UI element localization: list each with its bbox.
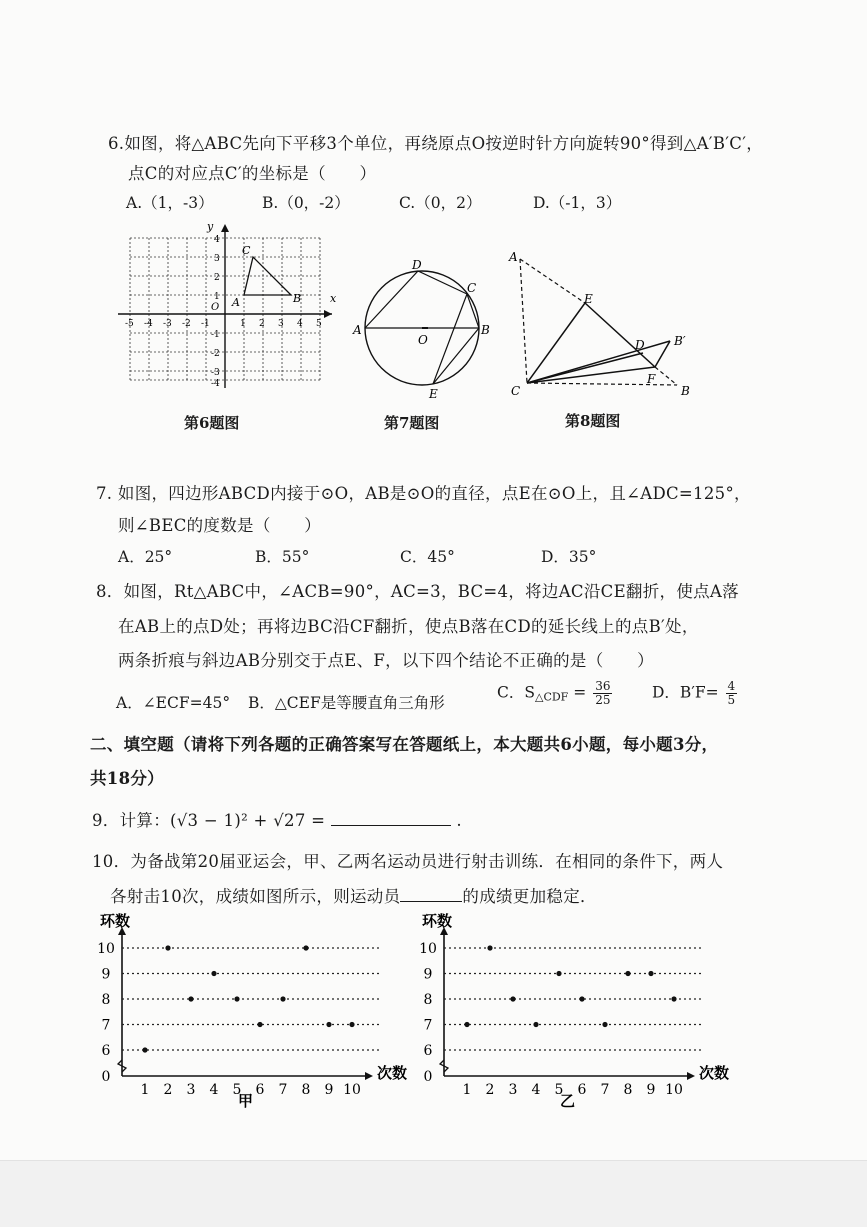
svg-text:3: 3 [278, 319, 284, 329]
y-tick-label: 10 [419, 941, 437, 957]
x-axis-title: 次数 [699, 1064, 730, 1082]
x-tick-label: 2 [163, 1082, 173, 1098]
x-tick-label: 8 [623, 1082, 633, 1098]
svg-text:-4: -4 [144, 319, 153, 329]
q10-answer-blank [400, 887, 462, 902]
x-tick-label: 9 [646, 1082, 656, 1098]
q7-label-b: B [481, 323, 490, 337]
q7-option-b: B．55° [255, 548, 310, 566]
svg-text:-2: -2 [182, 319, 191, 329]
svg-text:-3: -3 [211, 368, 220, 378]
origin-label: O [211, 302, 220, 313]
data-point [165, 945, 170, 950]
q7-label-e: E [429, 387, 438, 401]
x-tick-label: 6 [577, 1082, 587, 1098]
x-tick-label: 5 [232, 1082, 242, 1098]
q7-label-o: O [418, 333, 428, 347]
q8-label-b-prime: B′ [674, 334, 686, 348]
data-point [533, 1022, 538, 1027]
x-tick-label: 4 [209, 1082, 219, 1098]
x-tick-label: 10 [343, 1082, 361, 1098]
x-tick-label: 6 [255, 1082, 265, 1098]
chart-jia [90, 910, 420, 1115]
x-tick-label: 7 [278, 1082, 288, 1098]
x-tick-label: 1 [462, 1082, 472, 1098]
data-point [625, 971, 630, 976]
data-point [211, 971, 216, 976]
y-axis-title: 环数 [100, 912, 131, 930]
q6-line1: 6.如图，将△ABC先向下平移3个单位，再绕原点O按逆时针方向旋转90°得到△A′B′C′， [108, 134, 764, 153]
svg-text:-2: -2 [211, 349, 220, 359]
svg-text:-1: -1 [201, 319, 210, 329]
data-point [579, 996, 584, 1001]
q8-option-a: A．∠ECF=45° [116, 694, 231, 712]
x-tick-label: 5 [554, 1082, 564, 1098]
x-tick-label: 4 [531, 1082, 541, 1098]
q7-option-a: A．25° [118, 548, 173, 566]
q8-option-b: B．△CEF是等腰直角三角形 [248, 694, 445, 712]
y-tick-label: 7 [423, 1017, 433, 1034]
chart-title: 乙 [560, 1092, 576, 1110]
y-tick-label: 7 [101, 1017, 111, 1034]
svg-text:-3: -3 [163, 319, 172, 329]
y-tick-label: 0 [423, 1069, 433, 1085]
x-tick-label: 9 [324, 1082, 334, 1098]
y-tick-label: 6 [423, 1043, 433, 1059]
data-point [464, 1022, 469, 1027]
svg-text:1: 1 [240, 319, 246, 329]
y-axis-label: y [207, 220, 214, 233]
data-point [671, 996, 676, 1001]
q8-label-c: C [511, 384, 521, 398]
y-axis-title: 环数 [422, 912, 453, 930]
q7-option-c: C．45° [400, 548, 455, 566]
x-tick-labels [125, 319, 322, 329]
data-point [303, 945, 308, 950]
y-tick-label: 6 [101, 1043, 111, 1059]
data-point [648, 971, 653, 976]
q10-line2: 各射击10次，成绩如图所示，则运动员 的成绩更加稳定． [110, 887, 597, 906]
data-point [487, 945, 492, 950]
chart-title: 甲 [238, 1092, 254, 1110]
q8-option-d: D．B′F= $\frac{4}{5}$ [652, 679, 736, 707]
data-point [234, 996, 239, 1001]
q8-caption: 第8题图 [565, 412, 621, 430]
x-tick-label: 7 [600, 1082, 610, 1098]
x-axis-title: 次数 [377, 1064, 408, 1082]
data-point [602, 1022, 607, 1027]
q10-line1: 10．为备战第20届亚运会，甲、乙两名运动员进行射击训练．在相同的条件下，两人 [92, 852, 724, 871]
q7-label-d: D [412, 258, 422, 272]
q6-caption: 第6题图 [184, 414, 240, 432]
x-axis-arrow [365, 1072, 373, 1080]
q8-option-c: C．S△CDF = $\frac{36}{25}$ [497, 679, 611, 707]
y-tick-label: 8 [423, 992, 433, 1008]
data-point [349, 1022, 354, 1027]
svg-text:4: 4 [214, 235, 220, 245]
q6-grid-figure [110, 218, 340, 393]
y-tick-label: 8 [101, 992, 111, 1008]
y-tick-label: 10 [97, 941, 115, 957]
data-point [510, 996, 515, 1001]
svg-text:3: 3 [214, 254, 220, 264]
x-axis-label: x [330, 292, 337, 305]
point-c-label: C [242, 244, 251, 257]
data-point [188, 996, 193, 1001]
x-tick-label: 10 [665, 1082, 683, 1098]
q7-option-d: D．35° [541, 548, 597, 566]
svg-text:-5: -5 [125, 319, 134, 329]
q8-line2: 在AB上的点D处；再将边BC沿CF翻折，使点B落在CD的延长线上的点B′处， [118, 617, 699, 636]
y-tick-label: 9 [423, 966, 433, 983]
data-point [280, 996, 285, 1001]
q7-line2: 则∠BEC的度数是（ ） [118, 516, 322, 535]
q6-option-c: C.（0，2） [399, 194, 482, 212]
q8-triangle-figure [505, 245, 705, 400]
q8-line1: 8．如图，Rt△ABC中，∠ACB=90°，AC=3，BC=4，将边AC沿CE翻折，使点A落 [96, 582, 739, 601]
q6-option-a: A.（1，-3） [126, 194, 214, 212]
q7-label-a: A [353, 323, 362, 337]
q6-option-b: B.（0，-2） [262, 194, 350, 212]
x-tick-label: 2 [485, 1082, 495, 1098]
q9-prefix: 9．计算：(√3 − 1)² + √27 = [92, 811, 326, 830]
q8-label-d: D [635, 338, 645, 352]
data-point [326, 1022, 331, 1027]
y-tick-label: 0 [101, 1069, 111, 1085]
q8-label-b: B [681, 384, 690, 398]
svg-text:4: 4 [297, 319, 303, 329]
q7-label-c: C [467, 281, 477, 295]
point-b-label: B [293, 292, 302, 305]
section2-line1: 二、填空题（请将下列各题的正确答案写在答题纸上，本大题共6小题，每小题3分， [90, 735, 719, 754]
svg-text:2: 2 [214, 273, 220, 283]
svg-text:-4: -4 [211, 379, 220, 389]
q8-label-a: A [509, 250, 518, 264]
data-point [257, 1022, 262, 1027]
q7-line1: 7. 如图，四边形ABCD内接于⊙O，AB是⊙O的直径，点E在⊙O上，且∠ADC=125°， [96, 484, 751, 503]
q7-circle-figure [350, 250, 500, 405]
q8-label-e: E [584, 292, 593, 306]
x-tick-label: 3 [508, 1082, 518, 1098]
q8-line3: 两条折痕与斜边AB分别交于点E、F，以下四个结论不正确的是（ ） [118, 651, 654, 670]
chart-yi [412, 910, 742, 1115]
page-bottom-margin [0, 1160, 867, 1227]
data-point [142, 1047, 147, 1052]
point-a-label: A [232, 296, 240, 309]
q6-line2: 点C的对应点C′的坐标是（ ） [128, 164, 377, 183]
q9-suffix: . [456, 811, 462, 830]
y-tick-label: 9 [101, 966, 111, 983]
x-tick-label: 8 [301, 1082, 311, 1098]
svg-text:2: 2 [259, 319, 265, 329]
q6-option-d: D.（-1，3） [533, 194, 622, 212]
data-point [556, 971, 561, 976]
x-tick-label: 3 [186, 1082, 196, 1098]
x-tick-label: 1 [140, 1082, 150, 1098]
svg-text:1: 1 [214, 292, 220, 302]
q8-label-f: F [647, 372, 656, 386]
q7-caption: 第7题图 [384, 414, 440, 432]
svg-text:-1: -1 [211, 330, 220, 340]
x-axis-arrow [687, 1072, 695, 1080]
svg-text:5: 5 [316, 319, 322, 329]
section2-line2: 共18分） [90, 769, 164, 788]
q9-line [92, 807, 462, 831]
q9-answer-blank [331, 811, 451, 826]
